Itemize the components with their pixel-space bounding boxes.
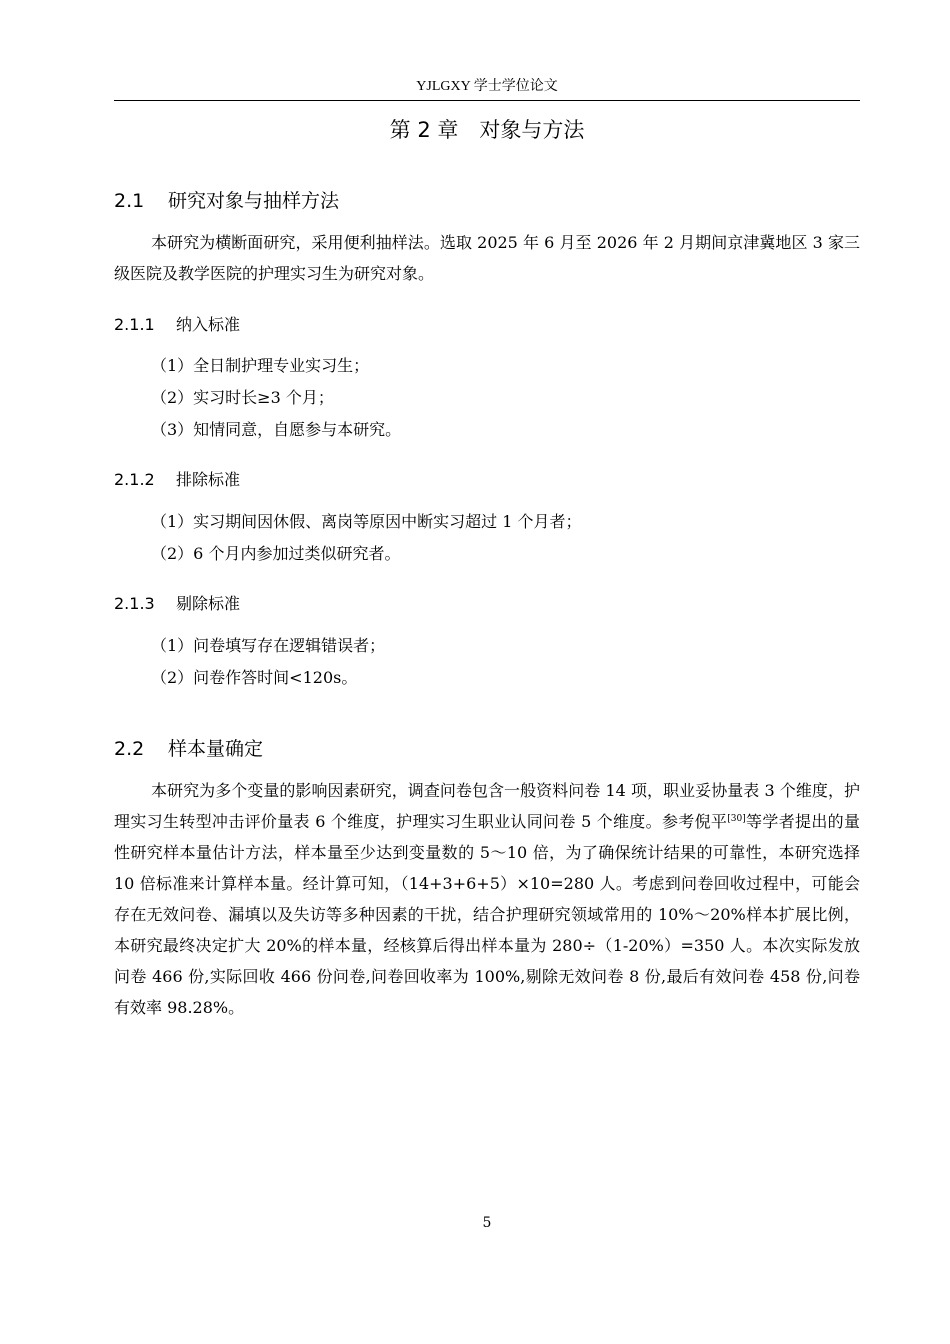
subsection-title: 纳入标准 (176, 315, 241, 334)
running-header: YJLGXY 学士学位论文 (416, 79, 558, 94)
list-item: （2）6 个月内参加过类似研究者。 (151, 544, 401, 563)
list-item: （2）问卷作答时间<120s。 (151, 668, 358, 687)
section-number: 2.2 (114, 738, 145, 760)
subsection-number: 2.1.1 (114, 315, 155, 334)
section-heading-2-1 (114, 189, 339, 213)
chapter-title: 第 2 章 对象与方法 (389, 118, 585, 142)
citation-marker: [30] (727, 814, 746, 824)
list-item: （2）实习时长≥3 个月； (151, 388, 334, 407)
list-item: （1）全日制护理专业实习生； (151, 356, 370, 375)
page-number: 5 (482, 1215, 492, 1231)
subsection-title: 排除标准 (176, 470, 241, 489)
paragraph-2-1: 本研究为横断面研究，采用便利抽样法。选取 2025 年 6 月至 2026 年 2 月期间京津冀地区 3 家三级医院及教学医院的护理实习生为研究对象。 (114, 233, 860, 283)
subsection-heading-2-1-3 (114, 593, 240, 615)
list-item: （1）实习期间因休假、离岗等原因中断实习超过 1 个月者； (151, 512, 582, 531)
subsection-number: 2.1.2 (114, 470, 155, 489)
paragraph-text: 本研究为多个变量的影响因素研究，调查问卷包含一般资料问卷 14 项，职业妥协量表 3 个维度，护理实习生转型冲击评价量表 6 个维度，护理实习生职业认同问卷 5 个维度。参考倪平 (114, 781, 860, 831)
list-item: （1）问卷填写存在逻辑错误者； (151, 636, 386, 655)
section-title: 研究对象与抽样方法 (168, 190, 340, 212)
subsection-number: 2.1.3 (114, 594, 155, 613)
section-title: 样本量确定 (168, 738, 264, 760)
paragraph-2-2 (114, 775, 860, 1023)
header-rule (114, 100, 860, 101)
list-item: （3）知情同意，自愿参与本研究。 (151, 420, 402, 439)
section-heading-2-2 (114, 737, 263, 761)
subsection-title: 剔除标准 (176, 594, 241, 613)
subsection-heading-2-1-1 (114, 314, 240, 336)
section-number: 2.1 (114, 190, 145, 212)
subsection-heading-2-1-2 (114, 469, 240, 491)
paragraph-text: 等学者提出的量性研究样本量估计方法，样本量至少达到变量数的 5～10 倍，为了确保统计结果的可靠性，本研究选择 10 倍标准来计算样本量。经计算可知，（14+3+6+5）×10=280 人。考虑到问卷回收过程中，可能会存在无效问卷、漏填以及失访等多种因素的干扰，结合护理研究领域常用的 10%～20%样本扩展比例，本研究最终决定扩大 20%的样本量，经核算后得出样本量为 280÷（1-20%）=350 人。本次实际发放问卷 466 份,实际回收 466 份问卷,问卷回收率为 100%,剔除无效问卷 8 份,最后有效问卷 458 份,问卷有效率 98.28%。 (114, 812, 860, 1017)
